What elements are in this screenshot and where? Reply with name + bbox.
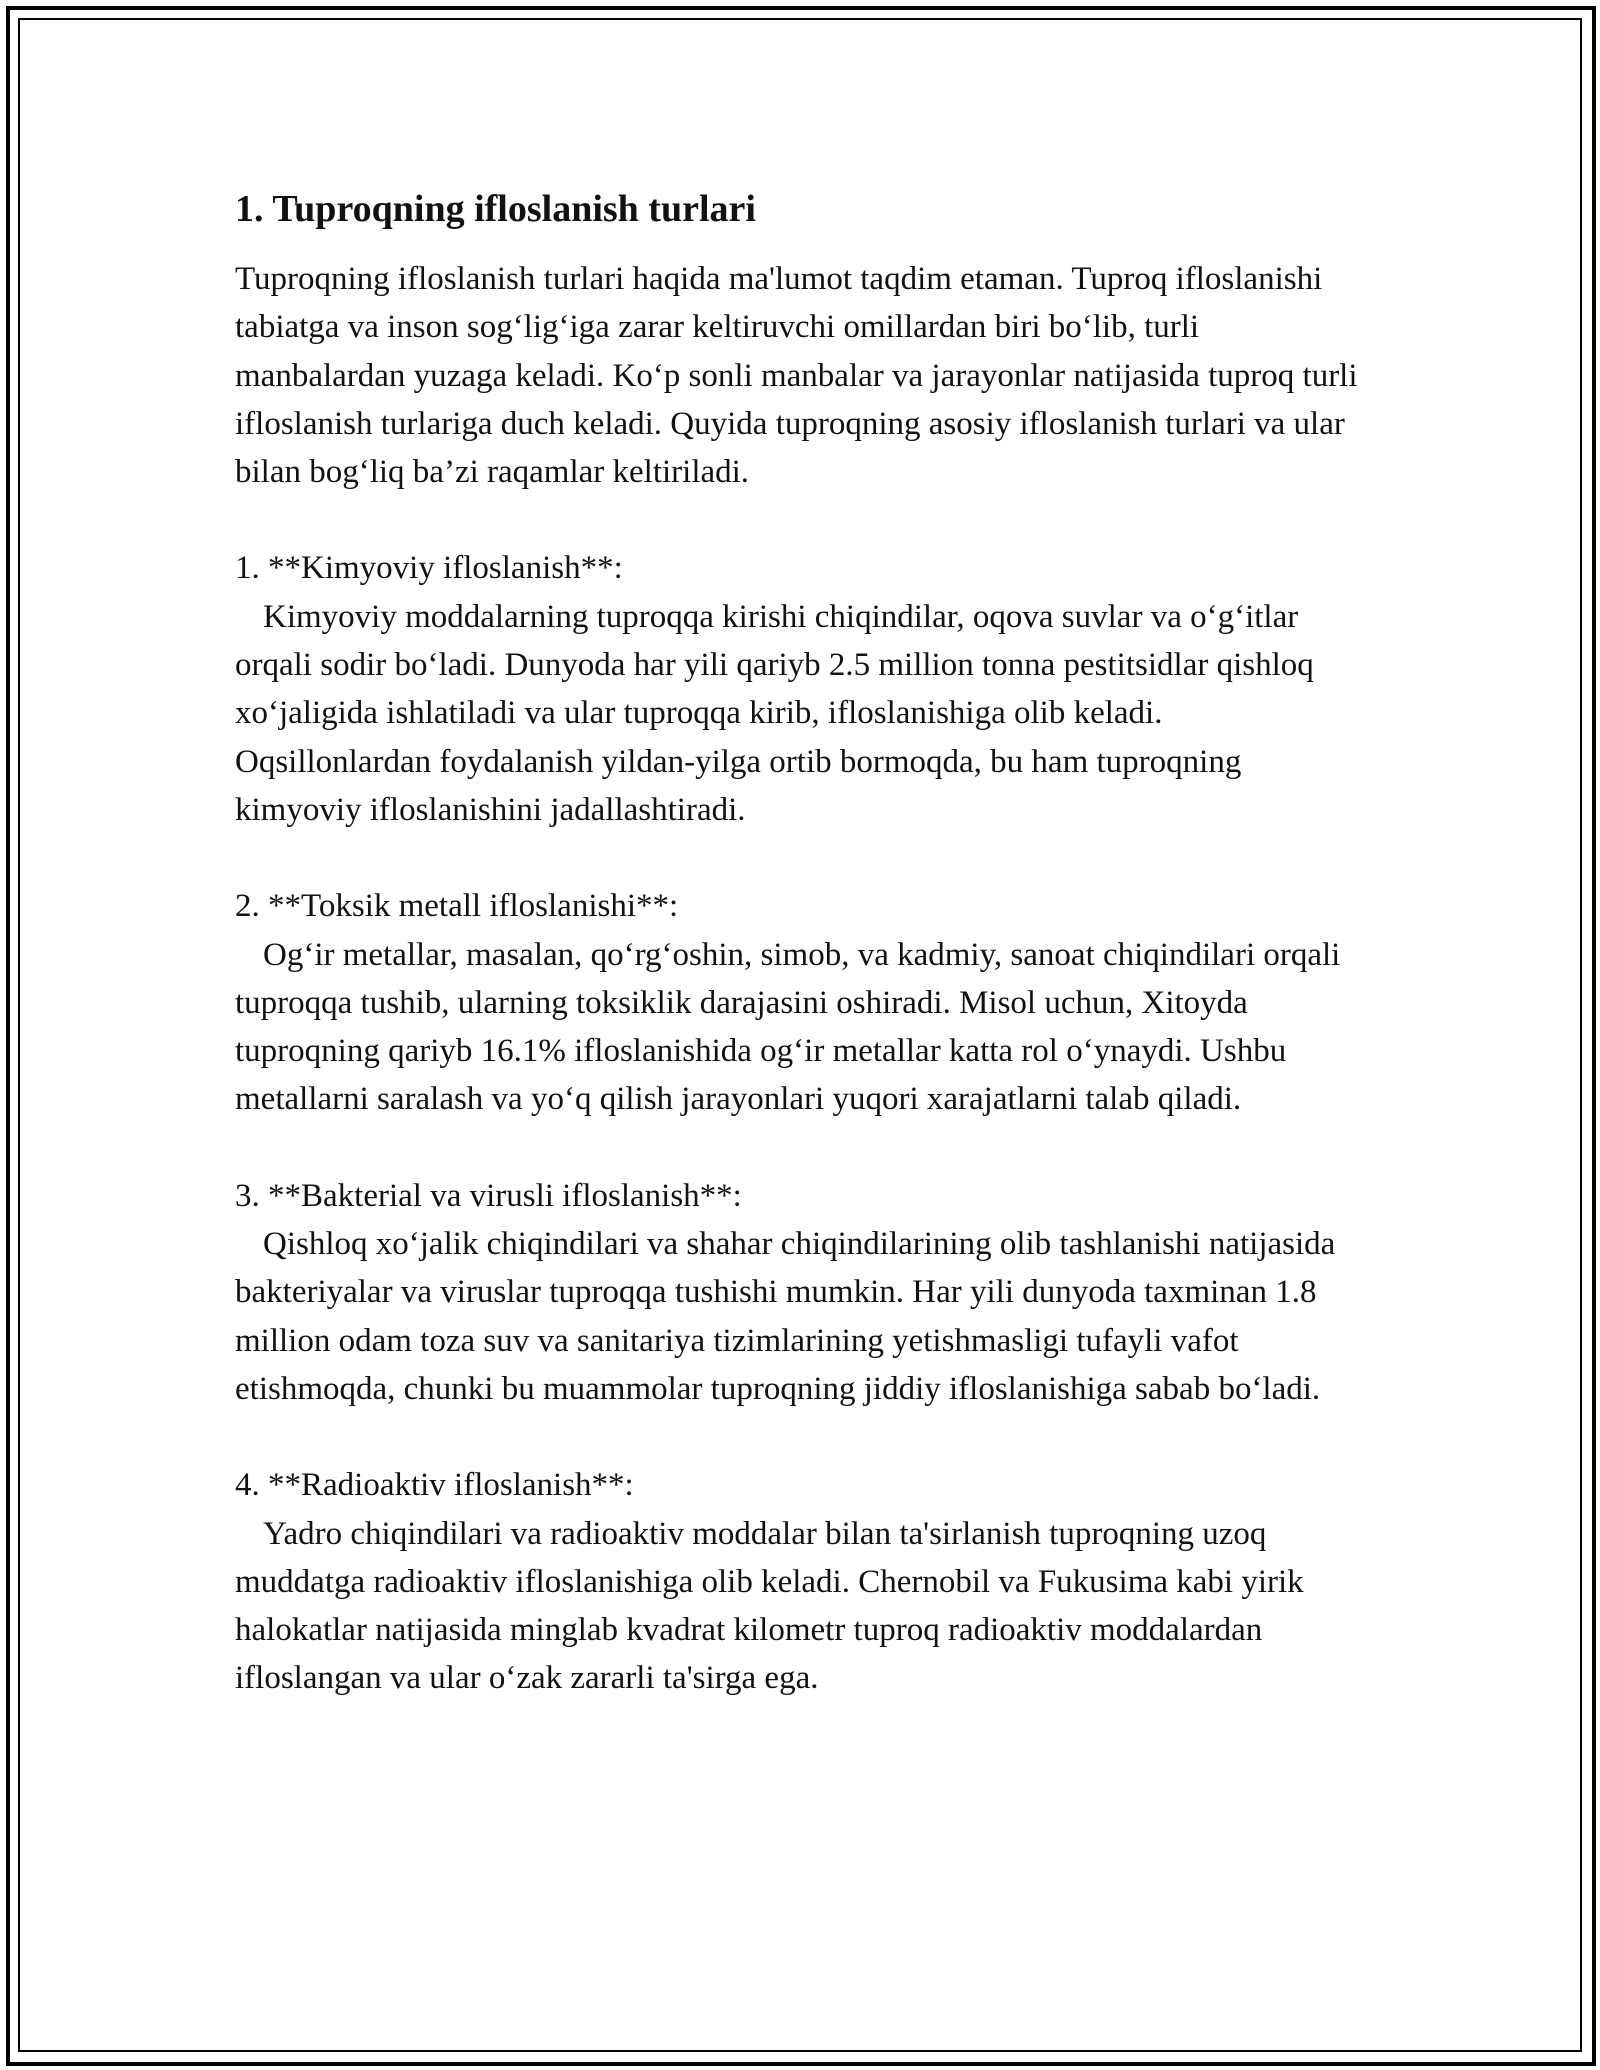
section-bacterial-viral [235,1172,1365,1413]
intro-paragraph: Tuproqning ifloslanish turlari haqida ma'lumot taqdim etaman. Tuproq ifloslanishi tabiatga va inson sog‘lig‘iga zarar keltiruvchi omillardan biri bo‘lib, turli manbalardan yuzaga keladi. Ko‘p sonli manbalar va jarayonlar natijasida tuproq turli ifloslanish turlariga duch keladi. Quyida tuproqning asosiy ifloslanish turlari va ular bilan bog‘liq ba’zi raqamlar keltiriladi. [235,261,1358,491]
section-body: Qishloq xo‘jalik chiqindilari va shahar chiqindilarining olib tashlanishi natijasida bakteriyalar va viruslar tuproqqa tushishi mumkin. Har yili dunyoda taxminan 1.8 million odam toza suv va sanitariya tizimlarining yetishmasligi tufayli vafot etishmoqda, chunki bu muammolar tuproqning jiddiy ifloslanishiga sabab bo‘ladi. [235,1226,1336,1407]
section-heading: 1. **Kimyoviy ifloslanish**: [235,550,623,587]
section-body: Kimyoviy moddalarning tuproqqa kirishi chiqindilar, oqova suvlar va o‘g‘itlar orqali sodir bo‘ladi. Dunyoda har yili qariyb 2.5 million tonna pestitsidlar qishloq xo‘jaligida ishlatiladi va ular tuproqqa kirib, ifloslanishiga olib keladi. Oqsillonlardan foydalanish yildan-yilga ortib bormoqda, bu ham tuproqning kimyoviy ifloslanishini jadallashtiradi. [235,598,1314,828]
section-toxic-metal [235,882,1365,1123]
section-body: Yadro chiqindilari va radioaktiv moddalar bilan ta'sirlanish tuproqning uzoq muddatga radioaktiv ifloslanishiga olib keladi. Chernobil va Fukusima kabi yirik halokatlar natijasida minglab kvadrat kilometr tuproq radioaktiv moddalardan ifloslangan va ular o‘zak zararli ta'sirga ega. [235,1515,1304,1697]
section-chemical [235,544,1365,834]
section-heading: 3. **Bakterial va virusli ifloslanish**: [235,1177,742,1214]
section-body: Og‘ir metallar, masalan, qo‘rg‘oshin, simob, va kadmiy, sanoat chiqindilari orqali tuproqqa tushib, ularning toksiklik darajasini oshiradi. Misol uchun, Xitoyda tuproqning qariyb 16.1% ifloslanishida og‘ir metallar katta rol o‘ynaydi. Ushbu metallarni saralash va yo‘q qilish jarayonlari yuqori xarajatlarni talab qiladi. [235,936,1341,1118]
document-content [235,185,1365,1751]
section-radioactive [235,1461,1365,1702]
section-heading: 4. **Radioaktiv ifloslanish**: [235,1467,634,1504]
document-title: 1. Tuproqning ifloslanish turlari [235,188,756,230]
section-heading: 2. **Toksik metall ifloslanishi**: [235,888,679,925]
